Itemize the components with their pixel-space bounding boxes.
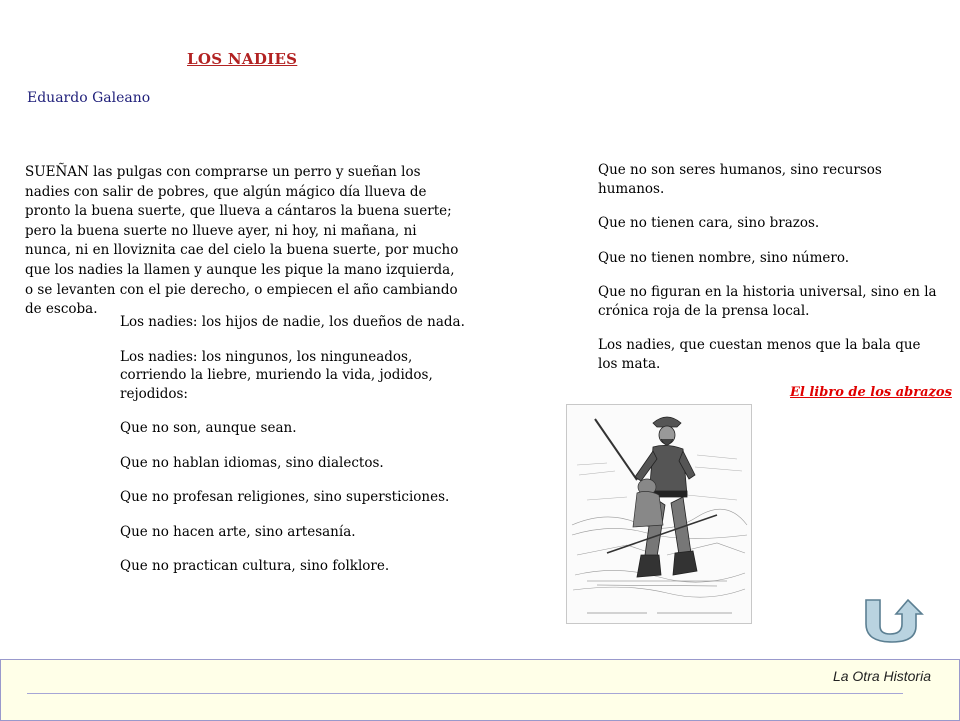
footer-bar xyxy=(0,659,960,721)
verse: Que no figuran en la historia universal, sino en la crónica roja de la prensa local. xyxy=(598,284,937,319)
verse: Los nadies, que cuestan menos que la bala que los mata. xyxy=(598,337,921,372)
middle-verse-column xyxy=(120,313,470,592)
footer-label: La Otra Historia xyxy=(832,668,931,684)
engraving-soldier-image xyxy=(566,404,752,624)
verse: Que no tienen cara, sino brazos. xyxy=(598,215,820,231)
intro-text: SUEÑAN las pulgas con comprarse un perro y sueñan los nadies con salir de pobres, que algún mágico día llueva de pronto la buena suerte, que llueva a cántaros la buena suerte; pero la buena suerte no llueve ayer, ni hoy, ni mañana, ni nunca, ni en lloviznita cae del cielo la buena suerte, por mucho que los nadies la llamen y aunque les pique la mano izquierda, o se levanten con el pie derecho, o empiecen el año cambiando de escoba. xyxy=(25,164,459,318)
verse: Que no profesan religiones, sino supersticiones. xyxy=(120,489,450,505)
verse: Que no son seres humanos, sino recursos humanos. xyxy=(598,162,882,197)
footer-divider xyxy=(27,693,903,694)
verse: Que no practican cultura, sino folklore. xyxy=(120,558,390,574)
verse: Que no hablan idiomas, sino dialectos. xyxy=(120,454,384,471)
source-link[interactable]: El libro de los abrazos xyxy=(790,385,952,400)
right-verse-column xyxy=(598,161,943,389)
verse: Que no son, aunque sean. xyxy=(120,420,297,436)
return-arrow-icon[interactable] xyxy=(858,598,928,643)
verse: Los nadies: los hijos de nadie, los dueños de nada. xyxy=(120,314,465,330)
verse: Que no hacen arte, sino artesanía. xyxy=(120,523,356,540)
intro-paragraph xyxy=(25,163,465,320)
page-title: LOS NADIES xyxy=(187,50,298,68)
verse: Que no tienen nombre, sino número. xyxy=(598,249,850,266)
verse: Los nadies: los ningunos, los ninguneados, corriendo la liebre, muriendo la vida, jodidos, rejodidos: xyxy=(120,348,433,402)
author-name: Eduardo Galeano xyxy=(27,90,151,106)
